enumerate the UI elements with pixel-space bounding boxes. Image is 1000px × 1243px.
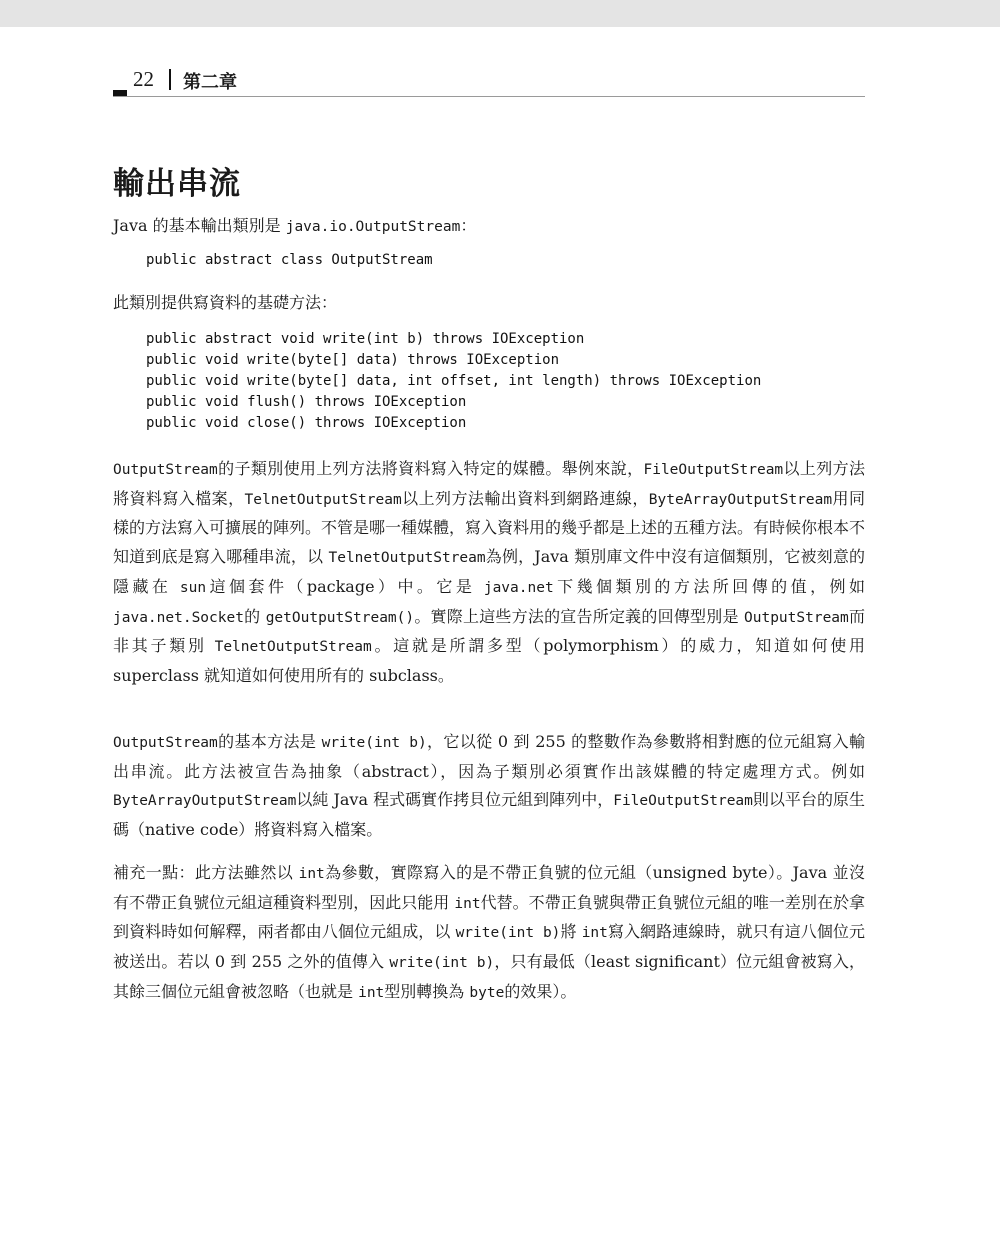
paragraph-text: 以純 Java 程式碼實作拷貝位元組到陣列中， <box>296 790 614 810</box>
code-line: public abstract class OutputStream <box>146 252 433 268</box>
inline-code: int <box>298 866 325 882</box>
paragraph-text: 的 <box>243 606 266 626</box>
code-block-class-declaration <box>146 250 433 271</box>
paragraph-text: ，只有最低（least significant）位元組會被寫入，其餘三個位元組會被忽略（也就是 <box>113 952 865 1001</box>
section-title: 輸出串流 <box>113 166 241 202</box>
paragraph-text: 以上列方法輸出資料到網路連線， <box>401 488 649 508</box>
paragraph-text: 用同樣的方法寫入可擴展的陣列。不管是哪一種媒體，寫入資料用的幾乎都是上述的五種方法。有時候你根本不知道到底是寫入哪種串流，以 <box>113 488 866 567</box>
inline-code: TelnetOutputStream <box>328 550 486 567</box>
paragraph-text: 補充一點：此方法雖然以 <box>113 863 299 882</box>
code-line: public void close() throws IOException <box>146 415 467 431</box>
intro-class-name: java.io.OutputStream <box>285 219 461 235</box>
inline-code: java.net.Socket <box>113 609 244 626</box>
body-paragraph-write-method <box>113 728 865 845</box>
paragraph-text: 為例，Java 類別庫文件中沒有這個類別，它被刻意的隱藏在 <box>113 547 865 596</box>
paragraph-text: 而非其子類別 <box>113 606 865 656</box>
inline-code: OutputStream <box>113 735 218 751</box>
paragraph-text: 以上列方法將資料寫入檔案， <box>113 459 865 508</box>
inline-code: sun <box>179 579 207 596</box>
inline-code: ByteArrayOutputStream <box>648 491 833 508</box>
inline-code: getOutputStream() <box>265 609 415 626</box>
inline-code: java.net <box>483 579 554 596</box>
paragraph-text: ，它以從 0 到 255 的整數作為參數將相對應的位元組寫入輸出串流。此方法被宣告為抽象（abstract），因為子類別必須實作出該媒體的特定處理方式。例如 <box>113 732 865 781</box>
paragraph-text: 下幾個類別的方法所回傳的值，例如 <box>553 576 865 596</box>
inline-code: TelnetOutputStream <box>244 491 402 508</box>
inline-code: write(int b) <box>389 955 495 972</box>
code-line: public void write(byte[] data) throws IOException <box>146 352 560 368</box>
inline-code: FileOutputStream <box>613 793 753 810</box>
paragraph-text: 代替。不帶正負號與帶正負號位元組的唯一差別在於拿到資料時如何解釋，兩者都由八個位元組成，以 <box>113 892 865 942</box>
inline-code: OutputStream <box>113 462 218 478</box>
top-margin-band <box>0 0 1000 27</box>
intro-text: Java 的基本輸出類別是 <box>113 216 286 235</box>
inline-code: ByteArrayOutputStream <box>113 793 297 810</box>
intro-paragraph <box>113 212 865 242</box>
body-paragraph-unsigned-byte <box>113 859 865 1008</box>
paragraph-text: 寫入網路連線時，就只有這八個位元被送出。若以 0 到 255 之外的值傳入 <box>113 922 865 972</box>
page-number: 22 <box>133 67 154 91</box>
inline-code: write(int b) <box>455 925 561 942</box>
paragraph-text: 的效果）。 <box>504 981 577 1001</box>
inline-code: write(int b) <box>321 735 427 751</box>
header-divider <box>169 69 171 90</box>
paragraph-text: 。這就是所謂多型（polymorphism）的威力，知道如何使用 superclass 就知道如何使用所有的 subclass。 <box>113 636 865 685</box>
paragraph-text: 為參數，實際寫入的是不帶正負號的位元組（unsigned byte）。Java 並沒有不帶正負號位元組這種資料型別，因此只能用 <box>113 863 865 912</box>
paragraph-text: 的子類別使用上列方法將資料寫入特定的媒體。舉例來說， <box>217 459 644 478</box>
paragraph-text: 。實際上這些方法的宣告所定義的回傳型別是 <box>414 606 744 626</box>
chapter-label: 第二章 <box>183 72 237 93</box>
inline-code: TelnetOutputStream <box>214 639 372 656</box>
inline-code: int <box>581 925 608 942</box>
body-paragraph-subclasses <box>113 455 865 691</box>
inline-code: byte <box>469 984 505 1001</box>
inline-code: OutputStream <box>744 609 849 626</box>
code-line: public abstract void write(int b) throws IOException <box>146 331 585 347</box>
paragraph-text: 這個套件（package）中。它是 <box>206 576 484 596</box>
paragraph-text: 將 <box>560 922 582 942</box>
paragraph-text: 則以平台的原生碼（native code）將資料寫入檔案。 <box>113 790 865 840</box>
inline-code: int <box>454 895 481 912</box>
code-line: public void flush() throws IOException <box>146 394 467 410</box>
inline-code: int <box>358 984 385 1001</box>
inline-code: FileOutputStream <box>643 462 784 478</box>
code-block-methods <box>146 329 761 434</box>
intro-colon: ： <box>460 216 477 235</box>
methods-intro-paragraph: 此類別提供寫資料的基礎方法： <box>113 293 338 312</box>
code-line: public void write(byte[] data, int offset, int length) throws IOException <box>146 373 762 389</box>
paragraph-text: 型別轉換為 <box>384 981 470 1001</box>
running-header <box>113 66 865 97</box>
header-marker <box>113 90 127 96</box>
paragraph-text: 的基本方法是 <box>217 732 322 751</box>
